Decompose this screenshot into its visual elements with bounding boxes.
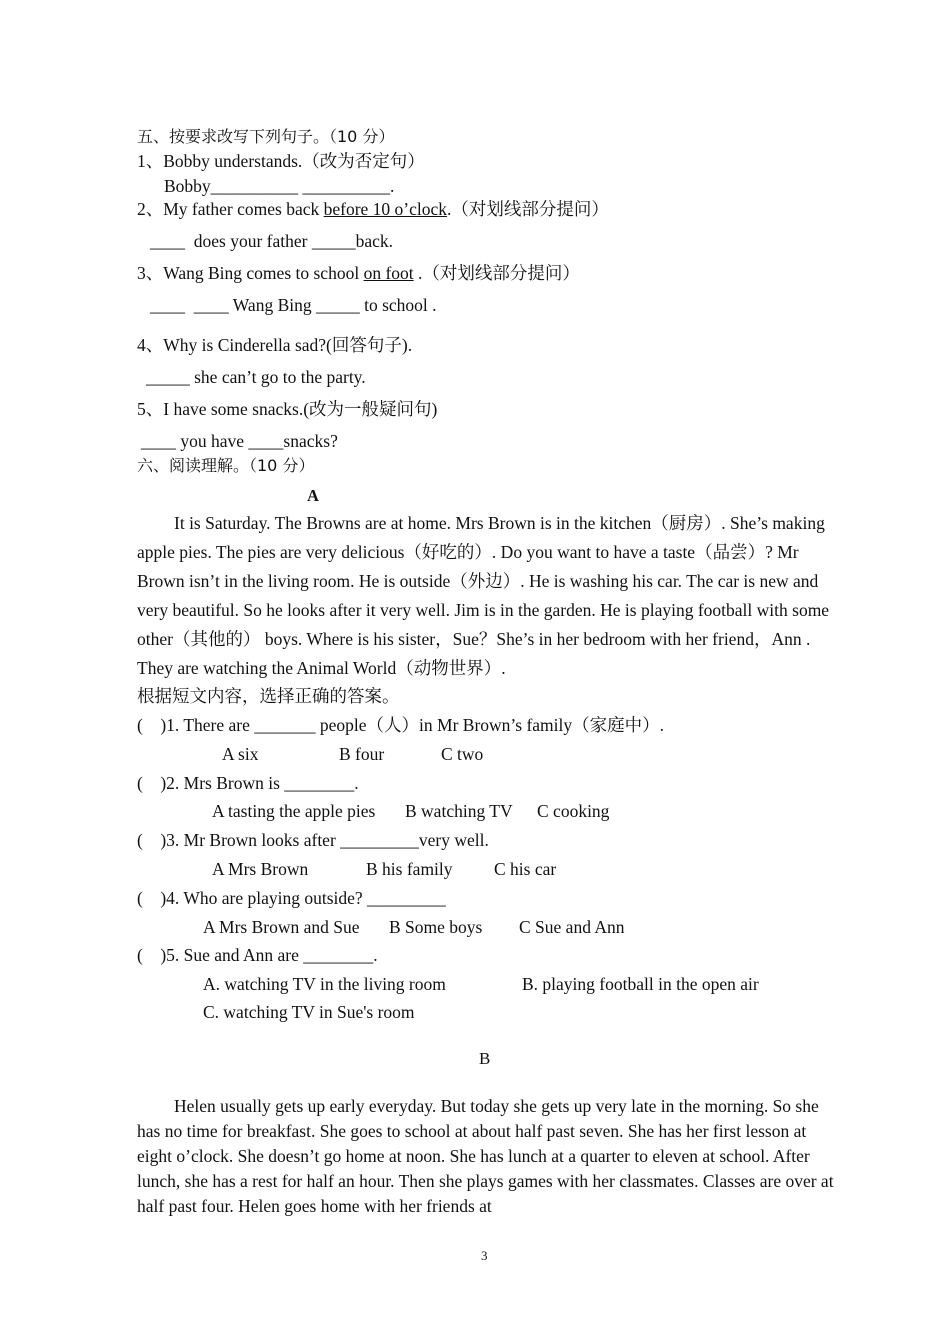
question-1: ( )1. There are _______ people（人）in Mr Brown’s family（家庭中）. bbox=[137, 715, 665, 735]
q2-option-b: B watching TV bbox=[405, 801, 513, 821]
q4-option-a: A Mrs Brown and Sue bbox=[203, 917, 360, 937]
s5-q5: 5、I have some snacks.(改为一般疑问句) bbox=[137, 399, 438, 419]
s5-q2: 2、My father comes back before 10 o’clock.（对划线部分提问） bbox=[137, 199, 609, 219]
instruction: 根据短文内容，选择正确的答案。 bbox=[137, 686, 400, 706]
q3-option-a: A Mrs Brown bbox=[212, 859, 309, 879]
q5-option-c: C. watching TV in Sue's room bbox=[203, 1002, 415, 1022]
q1-option-c: C two bbox=[441, 744, 484, 764]
q2-option-a: A tasting the apple pies bbox=[212, 801, 376, 821]
s5-q4-answer: _____ she can’t go to the party. bbox=[146, 367, 366, 387]
question-2: ( )2. Mrs Brown is ________. bbox=[137, 773, 359, 793]
s5-q2-answer: ____ does your father _____back. bbox=[150, 231, 393, 251]
passage-a-text: It is Saturday. The Browns are at home. Mrs Brown is in the kitchen（厨房）. She’s making apple pies. The pies are very delicious（好吃的）. Do you want to have a taste（品尝）? Mr Brown isn’t in the living room. He is outside（外边）. He is washing his car. The car is new and very beautiful. So he looks after it very well. Jim is in the garden. He is playing football with some other（其他的） boys. Where is his sister，Sue？She’s in her bedroom with her friend，Ann . They are watching the Animal World（动物世界）. bbox=[137, 513, 830, 678]
q4-option-c: C Sue and Ann bbox=[519, 917, 625, 937]
q5-option-b: B. playing football in the open air bbox=[522, 974, 759, 994]
page-number: 3 bbox=[481, 1248, 488, 1263]
section6-title: 六、阅读理解。（10 分） bbox=[137, 456, 315, 475]
s5-q3-answer: ____ ____ Wang Bing _____ to school . bbox=[150, 295, 437, 315]
s5-q4: 4、Why is Cinderella sad?(回答句子). bbox=[137, 335, 413, 355]
question-4: ( )4. Who are playing outside? _________ bbox=[137, 888, 446, 908]
underlined-phrase: on foot bbox=[363, 263, 414, 283]
question-3: ( )3. Mr Brown looks after _________very well. bbox=[137, 830, 489, 850]
q3-option-b: B his family bbox=[366, 859, 453, 879]
q1-option-b: B four bbox=[339, 744, 385, 764]
passage-a-label: A bbox=[307, 486, 319, 505]
q4-option-b: B Some boys bbox=[389, 917, 483, 937]
question-5: ( )5. Sue and Ann are ________. bbox=[137, 945, 378, 965]
s5-q3: 3、Wang Bing comes to school on foot .（对划线部分提问） bbox=[137, 263, 580, 283]
s5-q5-answer: ____ you have ____snacks? bbox=[141, 431, 338, 451]
passage-b-text: Helen usually gets up early everyday. But today she gets up very late in the morning. So she has no time for breakfast. She goes to school at about half past seven. She has her first lesson at eight o’clock. She doesn’t go home at noon. She has lunch at a quarter to eleven at school. After lunch, she has a rest for half an hour. Then she plays games with her classmates. Classes are over at half past four. Helen goes home with her friends at bbox=[137, 1096, 834, 1216]
section5-title: 五、按要求改写下列句子。（10 分） bbox=[137, 127, 395, 146]
q3-option-c: C his car bbox=[494, 859, 557, 879]
s5-q1: 1、Bobby understands.（改为否定句） bbox=[137, 151, 425, 171]
s5-q1-answer: Bobby__________ __________. bbox=[164, 176, 395, 196]
underlined-phrase: before 10 o’clock bbox=[323, 199, 448, 219]
q1-option-a: A six bbox=[222, 744, 259, 764]
q2-option-c: C cooking bbox=[537, 801, 610, 821]
passage-b-label: B bbox=[479, 1049, 491, 1068]
q5-option-a: A. watching TV in the living room bbox=[203, 974, 446, 994]
